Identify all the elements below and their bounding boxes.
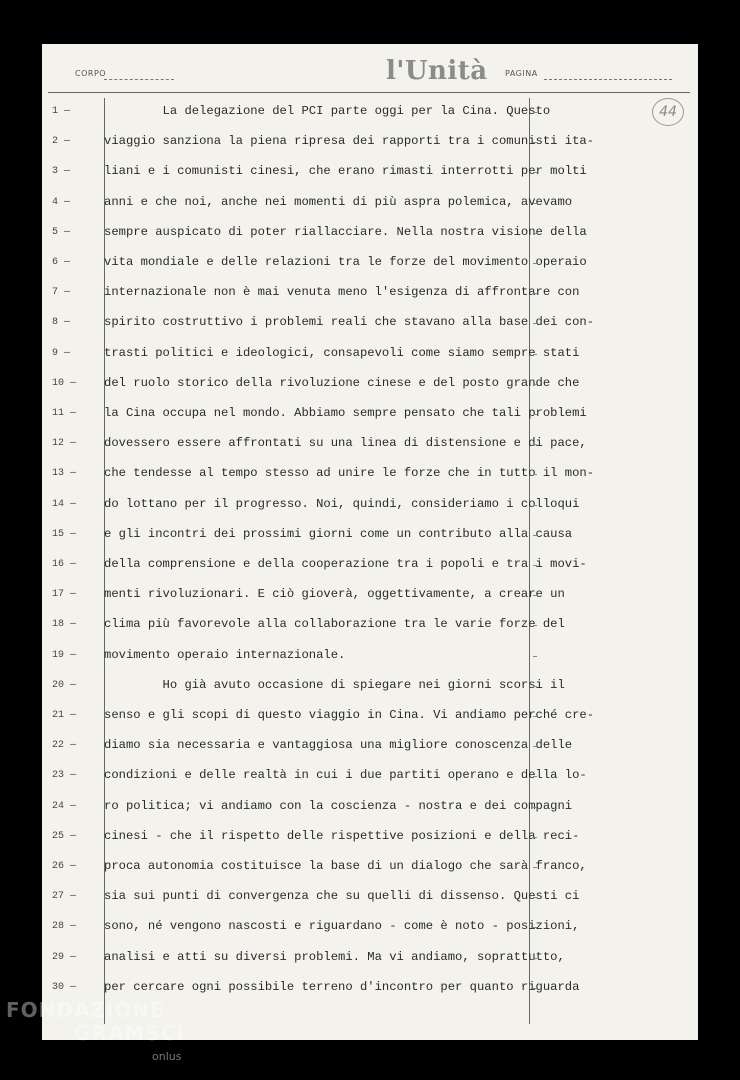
line-number: 27 — bbox=[52, 891, 77, 903]
margin-tick bbox=[533, 988, 537, 989]
handwritten-page-number: 44 bbox=[652, 98, 684, 126]
margin-tick bbox=[533, 656, 537, 657]
pagina-field bbox=[544, 79, 672, 80]
margin-tick bbox=[533, 776, 537, 777]
margin-tick bbox=[533, 323, 537, 324]
line-number: 29 — bbox=[52, 951, 77, 963]
text-line: menti rivoluzionari. E ciò gioverà, oggettivamente, a creare un bbox=[104, 587, 565, 602]
text-line: cinesi - che il rispetto delle rispettive posizioni e della reci- bbox=[104, 828, 580, 843]
line-number: 15 — bbox=[52, 528, 77, 540]
text-line: viaggio sanziona la piena ripresa dei rapporti tra i comunisti ita- bbox=[104, 134, 595, 149]
line-number: 18 — bbox=[52, 619, 77, 631]
page-header bbox=[42, 44, 698, 94]
margin-tick bbox=[533, 142, 537, 143]
margin-tick bbox=[533, 837, 537, 838]
margin-tick bbox=[533, 807, 537, 808]
line-number: 14 — bbox=[52, 498, 77, 510]
line-number: 10 — bbox=[52, 377, 77, 389]
line-number: 3 — bbox=[52, 166, 71, 178]
margin-tick bbox=[533, 505, 537, 506]
line-number: 30 — bbox=[52, 981, 77, 993]
text-line: trasti politici e ideologici, consapevoli come siamo sempre stati bbox=[104, 345, 580, 360]
text-line: la Cina occupa nel mondo. Abbiamo sempre pensato che tali problemi bbox=[104, 406, 587, 420]
margin-tick bbox=[533, 927, 537, 928]
line-number: 22 — bbox=[52, 740, 77, 752]
corpo-field bbox=[104, 79, 174, 80]
line-number: 19 — bbox=[52, 649, 77, 661]
text-line: della comprensione e della cooperazione tra i popoli e tra i movi- bbox=[104, 557, 587, 571]
line-number: 12 — bbox=[52, 438, 77, 450]
text-line: analisi e atti su diversi problemi. Ma vi andiamo, soprattutto, bbox=[104, 949, 565, 964]
text-line: e gli incontri dei prossimi giorni come un contributo alla causa bbox=[104, 526, 573, 541]
watermark-line2: GRAMSCI bbox=[74, 1021, 185, 1045]
text-line: proca autonomia costituisce la base di un dialogo che sarà franco, bbox=[104, 859, 587, 873]
line-number: 20 — bbox=[52, 679, 77, 691]
margin-tick bbox=[533, 686, 537, 687]
header-rule bbox=[48, 92, 690, 93]
masthead: l'Unità bbox=[386, 56, 488, 86]
watermark-onlus: onlus bbox=[152, 1050, 182, 1063]
text-line: La delegazione del PCI parte oggi per la Cina. Questo bbox=[104, 104, 551, 118]
watermark-line1: FONDAZIONE bbox=[6, 998, 165, 1022]
line-number: 28 — bbox=[52, 921, 77, 933]
line-number: 25 — bbox=[52, 830, 77, 842]
margin-tick bbox=[533, 233, 537, 234]
text-line: movimento operaio internazionale. bbox=[104, 647, 346, 662]
corpo-label: CORPO bbox=[75, 69, 107, 78]
margin-tick bbox=[533, 897, 537, 898]
line-number: 26 — bbox=[52, 861, 77, 872]
margin-tick bbox=[533, 535, 537, 536]
line-number: 4 — bbox=[52, 196, 71, 208]
margin-tick bbox=[533, 172, 537, 173]
line-number: 1 — bbox=[52, 106, 71, 117]
margin-tick bbox=[533, 112, 537, 113]
text-line: do lottano per il progresso. Noi, quindi, consideriamo i colloqui bbox=[104, 496, 580, 511]
line-number: 11 — bbox=[52, 408, 77, 419]
margin-tick bbox=[533, 444, 537, 445]
line-number: 7 — bbox=[52, 287, 71, 299]
margin-tick bbox=[533, 565, 537, 566]
margin-tick bbox=[533, 354, 537, 355]
line-number: 6 — bbox=[52, 257, 71, 268]
margin-tick bbox=[533, 595, 537, 596]
line-number: 24 — bbox=[52, 800, 77, 812]
margin-tick bbox=[533, 414, 537, 415]
text-line: liani e i comunisti cinesi, che erano rimasti interrotti per molti bbox=[104, 164, 587, 179]
text-line: diamo sia necessaria e vantaggiosa una migliore conoscenza delle bbox=[104, 738, 573, 753]
text-line: spirito costruttivo i problemi reali che stavano alla base dei con- bbox=[104, 315, 595, 330]
margin-tick bbox=[533, 474, 537, 475]
text-line: anni e che noi, anche nei momenti di più aspra polemica, avevamo bbox=[104, 194, 573, 209]
line-number: 2 — bbox=[52, 136, 71, 148]
text-line: che tendesse al tempo stesso ad unire le forze che in tutto il mon- bbox=[104, 466, 595, 481]
margin-tick bbox=[533, 958, 537, 959]
line-number: 9 — bbox=[52, 347, 71, 359]
text-line: sempre auspicato di poter riallacciare. Nella nostra visione della bbox=[104, 224, 587, 239]
line-number: 5 — bbox=[52, 226, 71, 238]
text-line: internazionale non è mai venuta meno l'esigenza di affrontare con bbox=[104, 285, 580, 300]
margin-tick bbox=[533, 746, 537, 747]
text-line: senso e gli scopi di questo viaggio in Cina. Vi andiamo perché cre- bbox=[104, 708, 595, 722]
margin-tick bbox=[533, 625, 537, 626]
margin-tick bbox=[533, 263, 537, 264]
text-line: per cercare ogni possibile terreno d'incontro per quanto riguarda bbox=[104, 979, 580, 994]
line-number: 8 — bbox=[52, 317, 71, 329]
text-line: vita mondiale e delle relazioni tra le forze del movimento operaio bbox=[104, 255, 587, 269]
fondazione-gramsci-watermark bbox=[6, 998, 206, 1078]
text-line: clima più favorevole alla collaborazione tra le varie forze del bbox=[104, 617, 565, 632]
line-number: 16 — bbox=[52, 559, 77, 570]
line-number: 13 — bbox=[52, 468, 77, 480]
margin-tick bbox=[533, 203, 537, 204]
text-line: condizioni e delle realtà in cui i due partiti operano e della lo- bbox=[104, 768, 587, 783]
text-line: del ruolo storico della rivoluzione cinese e del posto grande che bbox=[104, 375, 580, 390]
text-line: Ho già avuto occasione di spiegare nei giorni scorsi il bbox=[104, 677, 565, 692]
margin-tick bbox=[533, 384, 537, 385]
pagina-label: PAGINA bbox=[505, 69, 538, 78]
line-number: 17 — bbox=[52, 589, 77, 601]
line-number: 23 — bbox=[52, 770, 77, 782]
document-sheet bbox=[42, 44, 698, 1040]
margin-tick bbox=[533, 716, 537, 717]
margin-tick bbox=[533, 867, 537, 868]
margin-tick bbox=[533, 293, 537, 294]
line-number: 21 — bbox=[52, 710, 77, 721]
text-line: ro politica; vi andiamo con la coscienza - nostra e dei compagni bbox=[104, 798, 573, 813]
text-line: sono, né vengono nascosti e riguardano - come è noto - posizioni, bbox=[104, 919, 580, 934]
text-line: dovessero essere affrontati su una linea di distensione e di pace, bbox=[104, 436, 587, 451]
text-line: sia sui punti di convergenza che su quelli di dissenso. Questi ci bbox=[104, 889, 580, 904]
